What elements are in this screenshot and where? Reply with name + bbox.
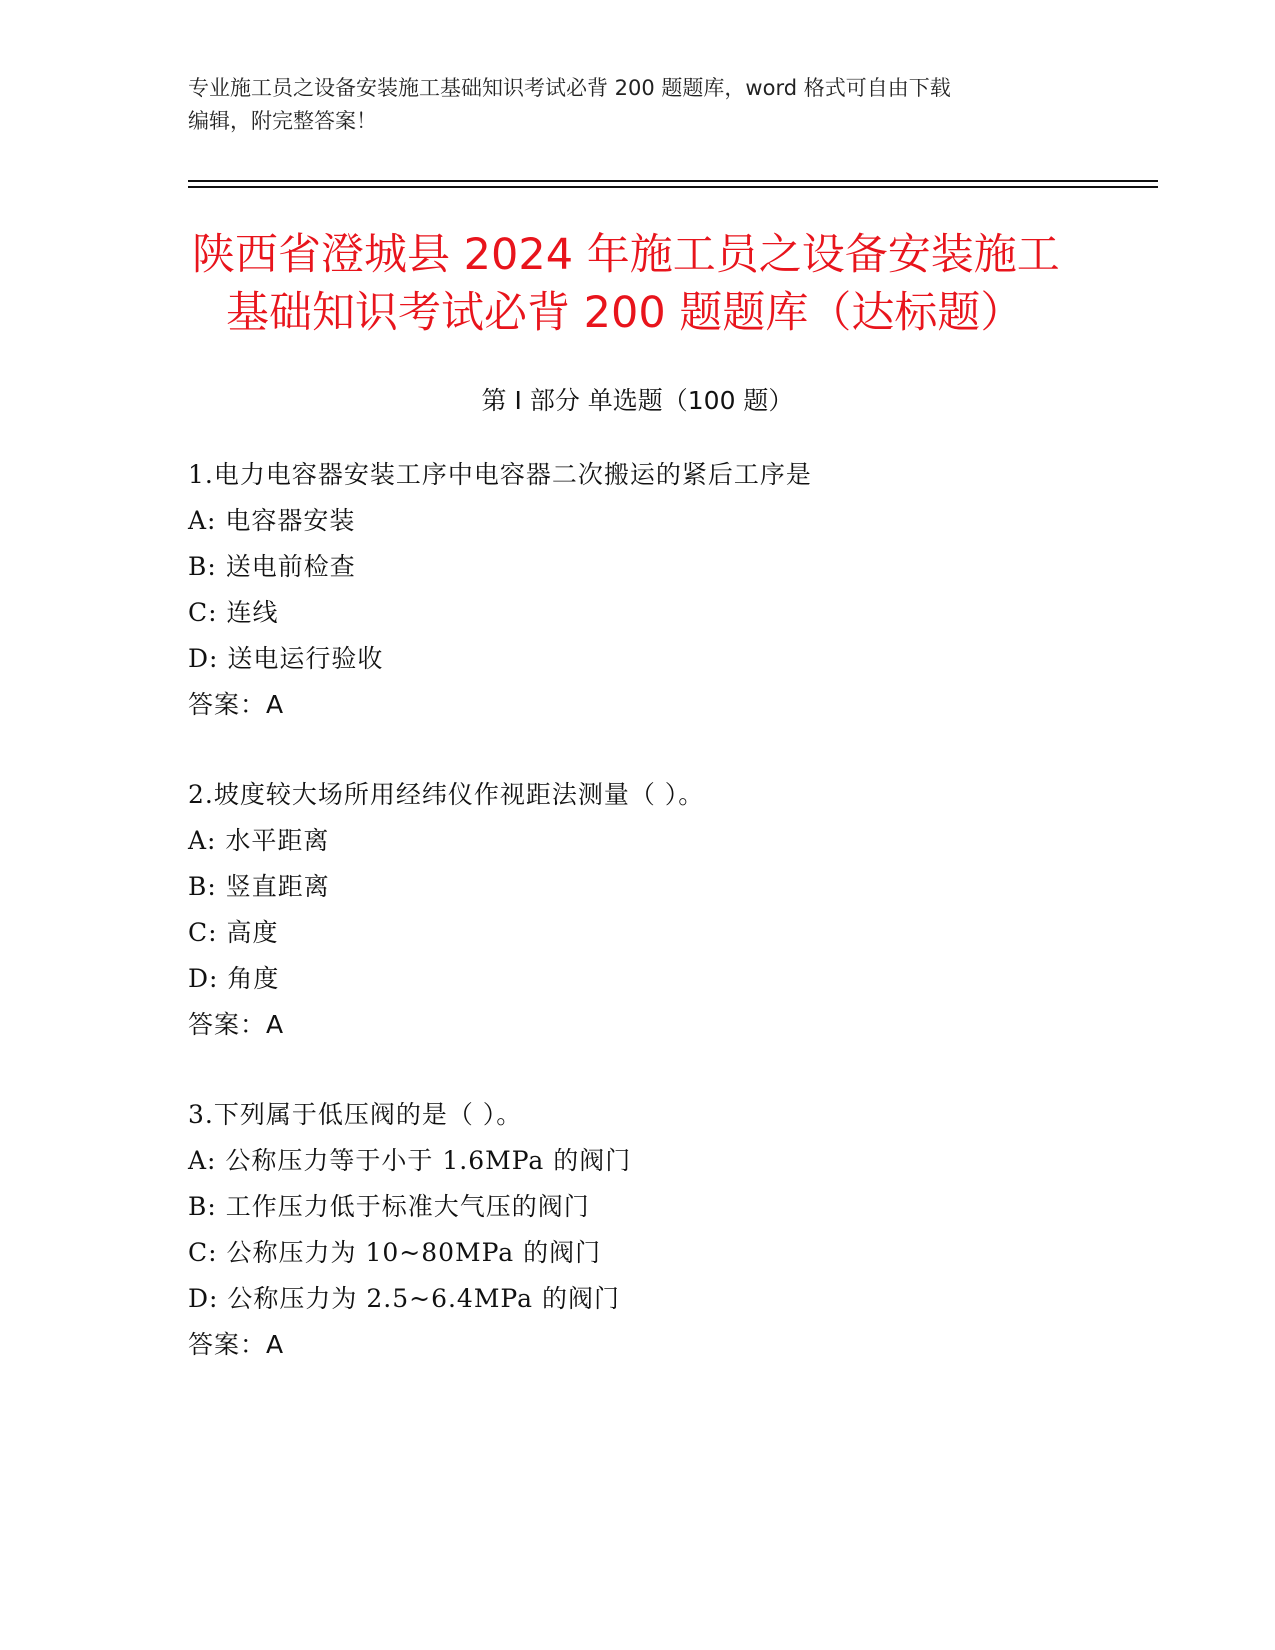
header-note-line-2: 编辑，附完整答案！ xyxy=(188,109,377,133)
header-note-line-1: 专业施工员之设备安装施工基础知识考试必背 200 题题库，word 格式可自由下载 xyxy=(188,76,951,100)
option-d: D: 公称压力为 2.5~6.4MPa 的阀门 xyxy=(188,1284,620,1313)
answer: 答案：A xyxy=(188,1330,285,1359)
option-d: D: 角度 xyxy=(188,964,280,993)
option-b: B: 竖直距离 xyxy=(188,872,330,901)
header-rule-bottom xyxy=(188,186,1158,188)
question-stem: 1.电力电容器安装工序中电容器二次搬运的紧后工序是 xyxy=(188,460,812,489)
option-d: D: 送电运行验收 xyxy=(188,644,384,673)
option-c: C: 高度 xyxy=(188,918,279,947)
question-3 xyxy=(188,1092,1148,1368)
question-2 xyxy=(188,772,1148,1048)
option-a: A: 公称压力等于小于 1.6MPa 的阀门 xyxy=(188,1146,632,1175)
answer: 答案：A xyxy=(188,690,285,719)
option-a: A: 水平距离 xyxy=(188,826,330,855)
document-title-line-1: 陕西省澄城县 2024 年施工员之设备安装施工 xyxy=(192,230,1060,280)
answer: 答案：A xyxy=(188,1010,285,1039)
question-stem: 2.坡度较大场所用经纬仪作视距法测量（ ）。 xyxy=(188,780,705,809)
document-title xyxy=(188,226,1088,342)
option-b: B: 工作压力低于标准大气压的阀门 xyxy=(188,1192,590,1221)
document-title-line-2: 基础知识考试必背 200 题题库（达标题） xyxy=(226,288,1024,338)
question-stem: 3.下列属于低压阀的是（ ）。 xyxy=(188,1100,523,1129)
option-a: A: 电容器安装 xyxy=(188,506,356,535)
option-c: C: 公称压力为 10~80MPa 的阀门 xyxy=(188,1238,602,1267)
option-b: B: 送电前检查 xyxy=(188,552,356,581)
section-heading: 第 I 部分 单选题（100 题） xyxy=(481,386,794,415)
question-1 xyxy=(188,452,1148,728)
header-note xyxy=(188,72,1088,138)
option-c: C: 连线 xyxy=(188,598,279,627)
header-rule-top xyxy=(188,180,1158,182)
